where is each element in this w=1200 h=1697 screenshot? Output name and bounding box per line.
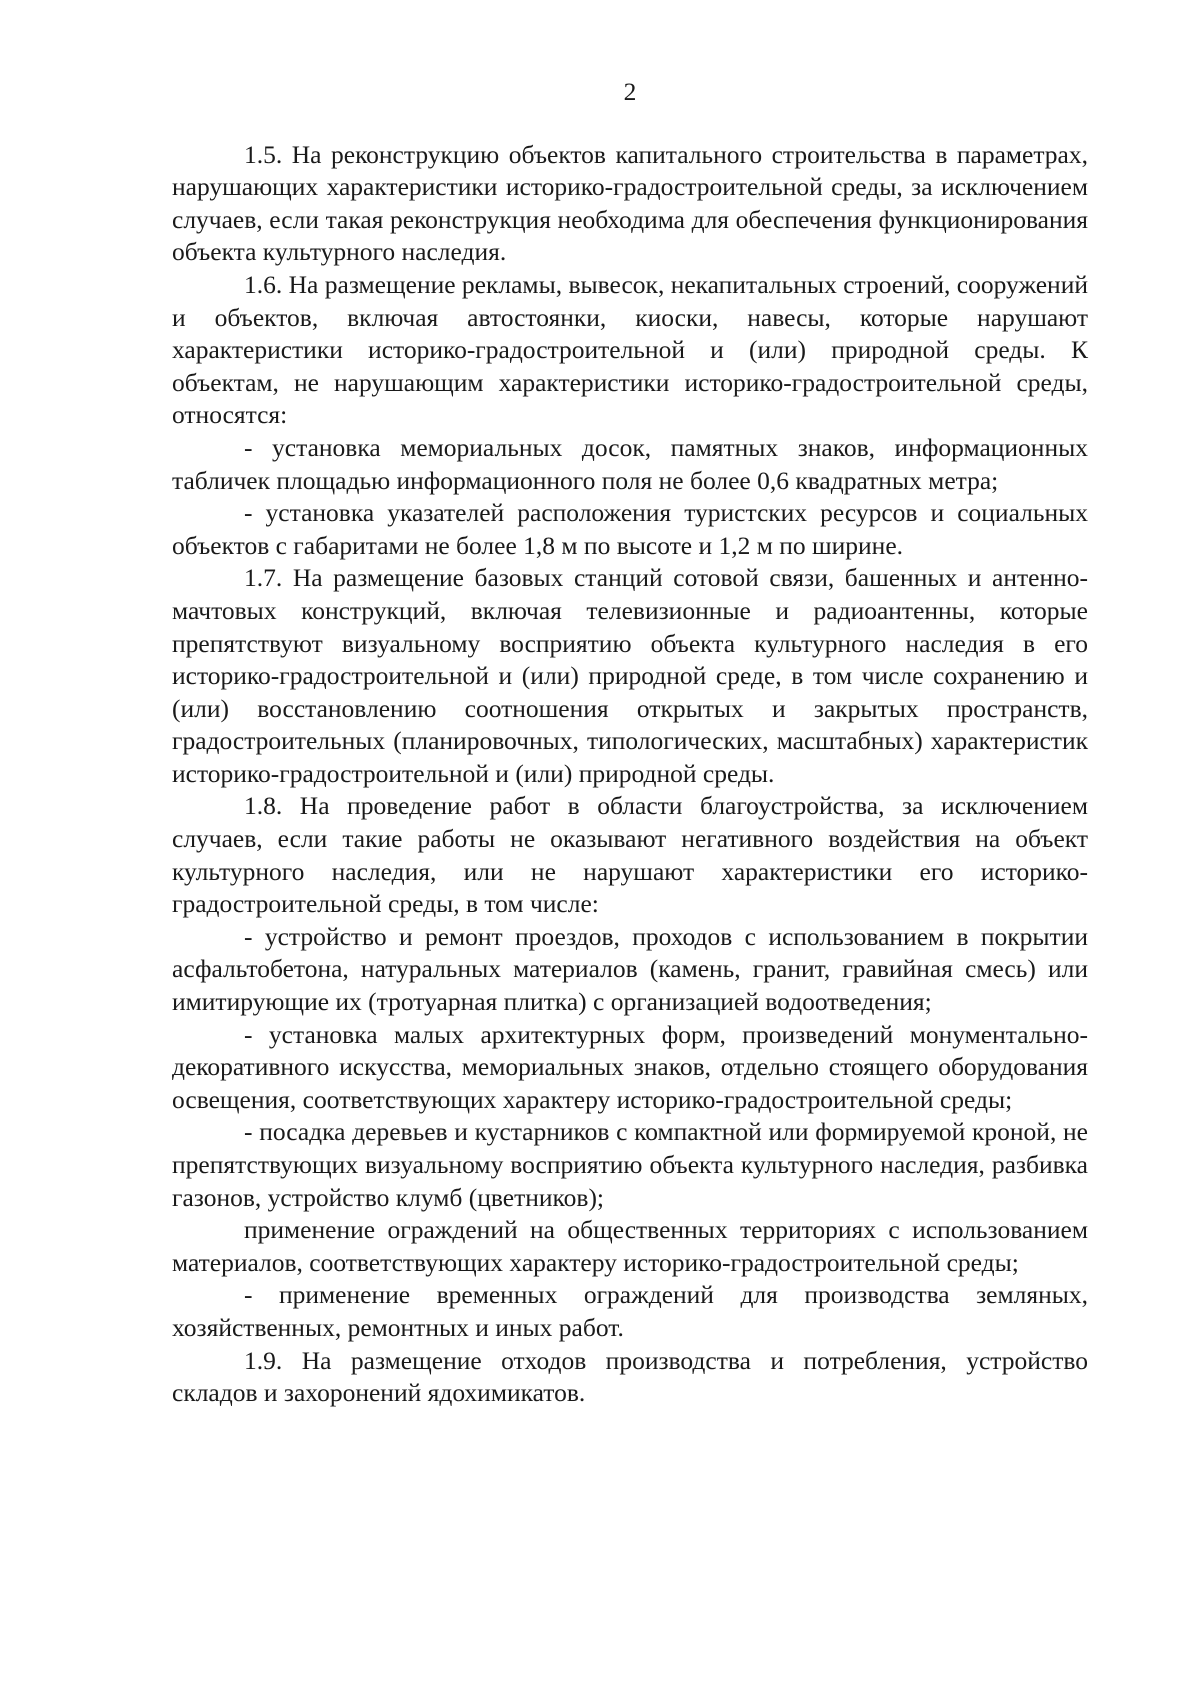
paragraph-1-8: 1.8. На проведение работ в области благоустройства, за исключением случаев, если такие работы не оказывают негативного воздействия на объект культурного наследия, или не нарушают характеристики его историко-градостроительной среды, в том числе: xyxy=(172,791,1088,919)
paragraph-1-5: 1.5. На реконструкцию объектов капитального строительства в параметрах, нарушающих характеристики историко-градостроительной среды, за исключением случаев, если такая реконструкция необходима для обеспечения функционирования объекта культурного наследия. xyxy=(172,139,1088,267)
list-item-planting: - посадка деревьев и кустарников с компактной или формируемой кроной, не препятствующих визуальному восприятию объекта культурного наследия, разбивка газонов, устройство клумб (цветников); xyxy=(172,1117,1088,1212)
paragraph-1-6: 1.6. На размещение рекламы, вывесок, некапитальных строений, сооружений и объектов, включая автостоянки, киоски, навесы, которые нарушают характеристики историко-градостроительной и (или) природной среды. К объектам, не нарушающим характеристики историко-градостроительной среды, относятся: xyxy=(172,269,1088,430)
list-item-small-architectural-forms: - установка малых архитектурных форм, произведений монументально-декоративного искусства, мемориальных знаков, отдельно стоящего оборудования освещения, соответствующих характеру историко-градостроительной среды; xyxy=(172,1019,1088,1114)
list-item-driveways: - устройство и ремонт проездов, проходов с использованием в покрытии асфальтобетона, натуральных материалов (камень, гранит, гравийная смесь) или имитирующие их (тротуарная плитка) с организацией водоотведения; xyxy=(172,921,1088,1017)
list-item-fencing: применение ограждений на общественных территориях с использованием материалов, соответствующих характеру историко-градостроительной среды; xyxy=(172,1215,1088,1277)
list-item-memorial-plaques: - установка мемориальных досок, памятных знаков, информационных табличек площадью информационного поля не более 0,6 квадратных метра; xyxy=(172,432,1088,495)
paragraph-1-7: 1.7. На размещение базовых станций сотовой связи, башенных и антенно-мачтовых конструкций, включая телевизионные и радиоантенны, которые препятствуют визуальному восприятию объекта культурного наследия в его историко-градостроительной и (или) природной среде, в том числе сохранению и (или) восстановлению соотношения открытых и закрытых пространств, градостроительных (планировочных, типологических, масштабных) характеристик историко-градостроительной и (или) природной среды. xyxy=(172,563,1088,788)
list-item-tourist-signs: - установка указателей расположения туристских ресурсов и социальных объектов с габаритами не более 1,8 м по высоте и 1,2 м по ширине. xyxy=(172,498,1088,560)
list-item-temporary-fencing: - применение временных ограждений для производства земляных, хозяйственных, ремонтных и иных работ. xyxy=(172,1280,1088,1342)
page-number: 2 xyxy=(623,77,637,106)
paragraph-1-9: 1.9. На размещение отходов производства и потребления, устройство складов и захоронений ядохимикатов. xyxy=(172,1345,1088,1408)
